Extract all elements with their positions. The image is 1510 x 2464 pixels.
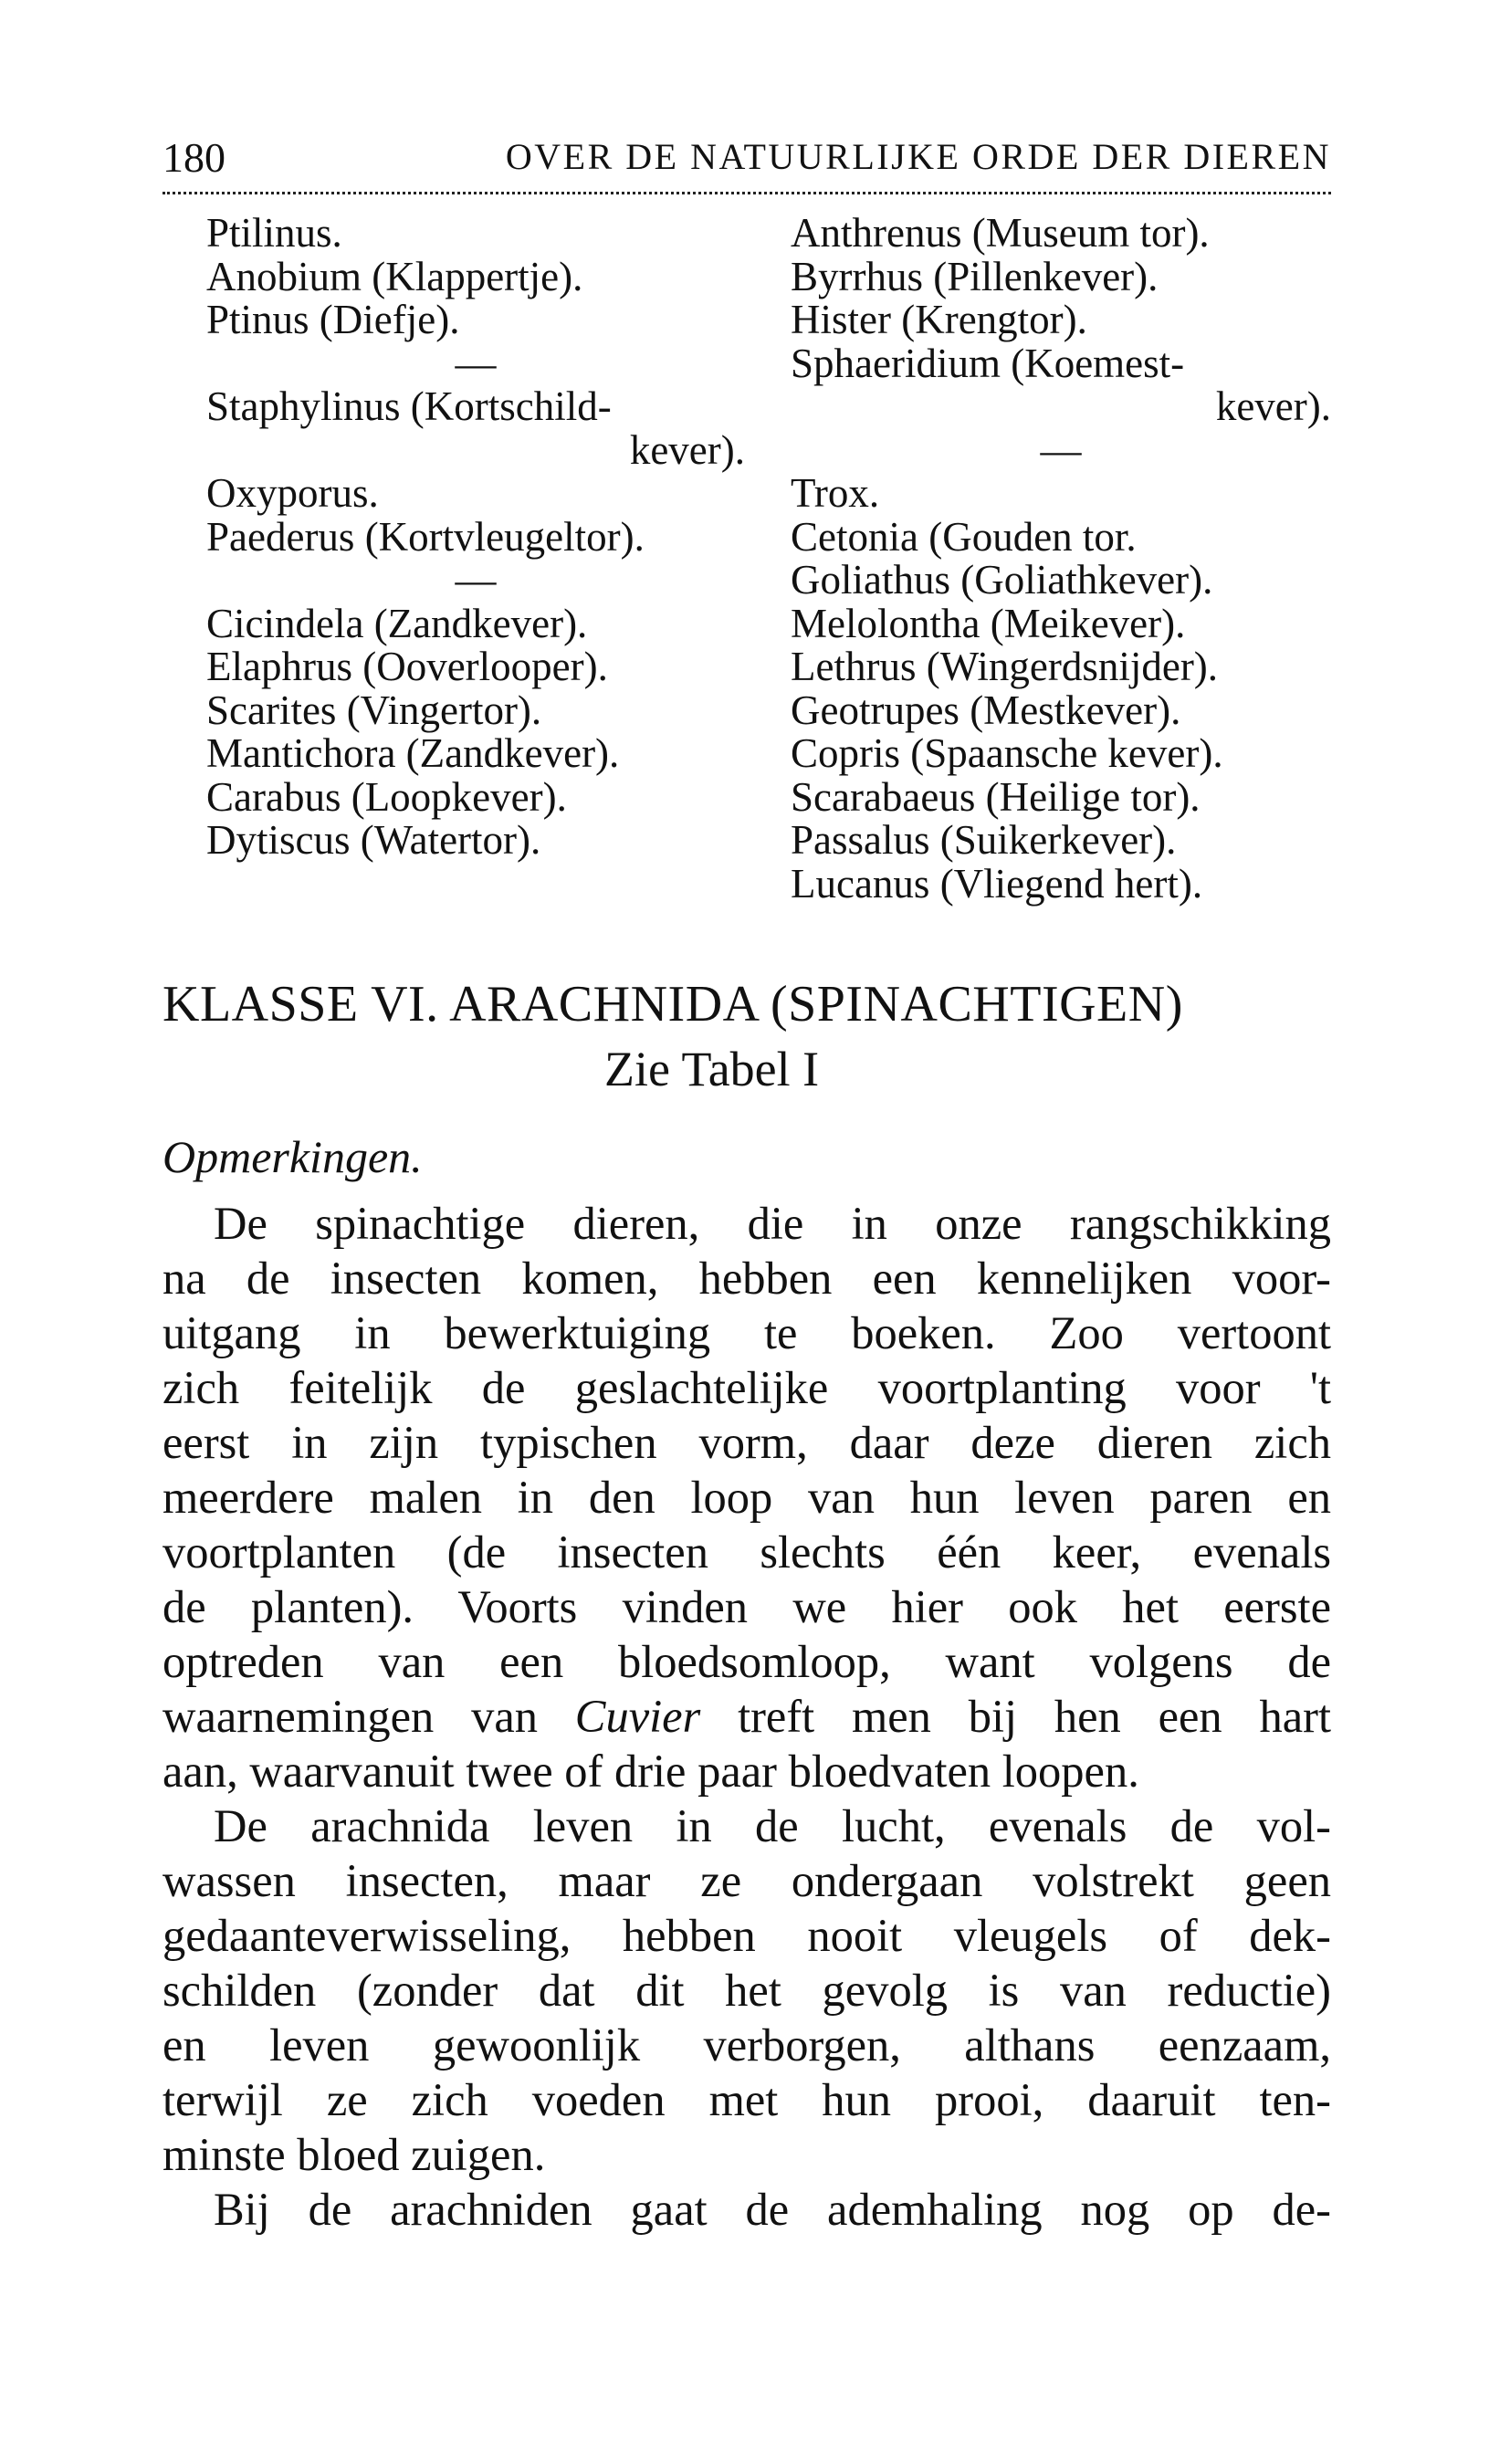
paragraph-line: na de insecten komen, hebben een kennelijken voor- [163, 1253, 1331, 1304]
list-item: Geotrupes (Mestkever). [791, 687, 1181, 733]
list-item: Scarabaeus (Heilige tor). [791, 773, 1201, 820]
paragraph-line: en leven gewoonlijk verborgen, althans eenzaam, [163, 2019, 1331, 2071]
paragraph-line: gedaanteverwisseling, hebben nooit vleugels of dek- [163, 1910, 1331, 1961]
list-item: Cicindela (Zandkever). [206, 600, 588, 646]
line-text: treft men bij hen een hart [700, 1691, 1331, 1742]
paragraph-line: eerst in zijn typischen vorm, daar deze dieren zich [163, 1417, 1331, 1468]
list-item: Oxyporus. [206, 470, 379, 516]
list-item: Sphaeridium (Koemest- [791, 340, 1185, 386]
list-item: Trox. [791, 470, 880, 516]
paragraph-line: optreden van een bloedsomloop, want volgens de [163, 1636, 1331, 1687]
paragraph-line: minste bloed zuigen. [163, 2129, 546, 2180]
genus-list-left [206, 212, 745, 863]
page-number: 180 [163, 134, 225, 181]
group-separator: — [1040, 426, 1082, 473]
list-item: Dytiscus (Watertor). [206, 817, 541, 863]
paragraph-line: voortplanten (de insecten slechts één keer, evenals [163, 1526, 1331, 1578]
list-item: Goliathus (Goliathkever). [791, 557, 1213, 603]
running-header [163, 126, 1331, 186]
paragraph-line: meerdere malen in den loop van hun leven paren en [163, 1472, 1331, 1523]
list-item: Lucanus (Vliegend hert). [791, 860, 1203, 907]
paragraph-line: aan, waarvanuit twee of drie paar bloedvaten loopen. [163, 1746, 1139, 1797]
paragraph-line [163, 1689, 1331, 1744]
list-item-continuation: kever). [629, 426, 745, 473]
author-name-cuvier: Cuvier [574, 1691, 701, 1742]
paragraph-line: wassen insecten, maar ze ondergaan volstrekt geen [163, 1855, 1331, 1906]
list-item: Lethrus (Wingerdsnijder). [791, 644, 1219, 689]
list-item: Ptinus (Diefje). [206, 297, 460, 342]
list-item-continuation: kever). [1215, 383, 1331, 429]
genus-list-right [791, 212, 1331, 906]
list-item: Hister (Krengtor). [791, 297, 1087, 342]
header-rule [163, 192, 1331, 194]
list-item: Byrrhus (Pillenkever). [791, 253, 1159, 299]
list-item: Staphylinus (Kortschild- [206, 383, 612, 429]
running-title: OVER DE NATUURLIJKE ORDE DER DIEREN [505, 136, 1331, 177]
body-text [163, 1196, 1331, 2237]
list-item: Passalus (Suikerkever). [791, 817, 1177, 863]
remarks-label: Opmerkingen. [163, 1131, 423, 1182]
list-item: Carabus (Loopkever). [206, 773, 567, 820]
list-item: Scarites (Vingertor). [206, 687, 542, 733]
list-item: Ptilinus. [206, 210, 342, 256]
paragraph-line: De arachnida leven in de lucht, evenals de vol- [214, 1800, 1331, 1851]
section-heading: KLASSE VI. ARACHNIDA (SPINACHTIGEN) [163, 976, 1183, 1033]
list-item: Copris (Spaansche kever). [791, 730, 1223, 776]
list-item: Mantichora (Zandkever). [206, 730, 620, 776]
section-subheading: Zie Tabel I [604, 1042, 820, 1096]
line-text: waarnemingen van [163, 1691, 575, 1742]
paragraph-line: de planten). Voorts vinden we hier ook het eerste [163, 1581, 1331, 1632]
list-item: Paederus (Kortvleugeltor). [206, 513, 645, 560]
paragraph-line: uitgang in bewerktuiging te boeken. Zoo vertoont [163, 1307, 1331, 1358]
list-item: Anthrenus (Museum tor). [791, 210, 1210, 256]
group-separator: — [455, 557, 497, 603]
paragraph-line: zich feitelijk de geslachtelijke voortplanting voor 't [163, 1362, 1331, 1413]
group-separator: — [455, 340, 497, 386]
paragraph-line: schilden (zonder dat dit het gevolg is van reductie) [163, 1965, 1331, 2016]
paragraph-line: De spinachtige dieren, die in onze rangschikking [214, 1198, 1331, 1249]
paragraph-line: Bij de arachniden gaat de ademhaling nog op de- [214, 2184, 1331, 2235]
paragraph-line: terwijl ze zich voeden met hun prooi, daaruit ten- [163, 2074, 1331, 2125]
list-item: Anobium (Klappertje). [206, 253, 583, 299]
list-item: Cetonia (Gouden tor. [791, 513, 1137, 560]
list-item: Melolontha (Meikever). [791, 600, 1186, 646]
list-item: Elaphrus (Ooverlooper). [206, 644, 608, 689]
